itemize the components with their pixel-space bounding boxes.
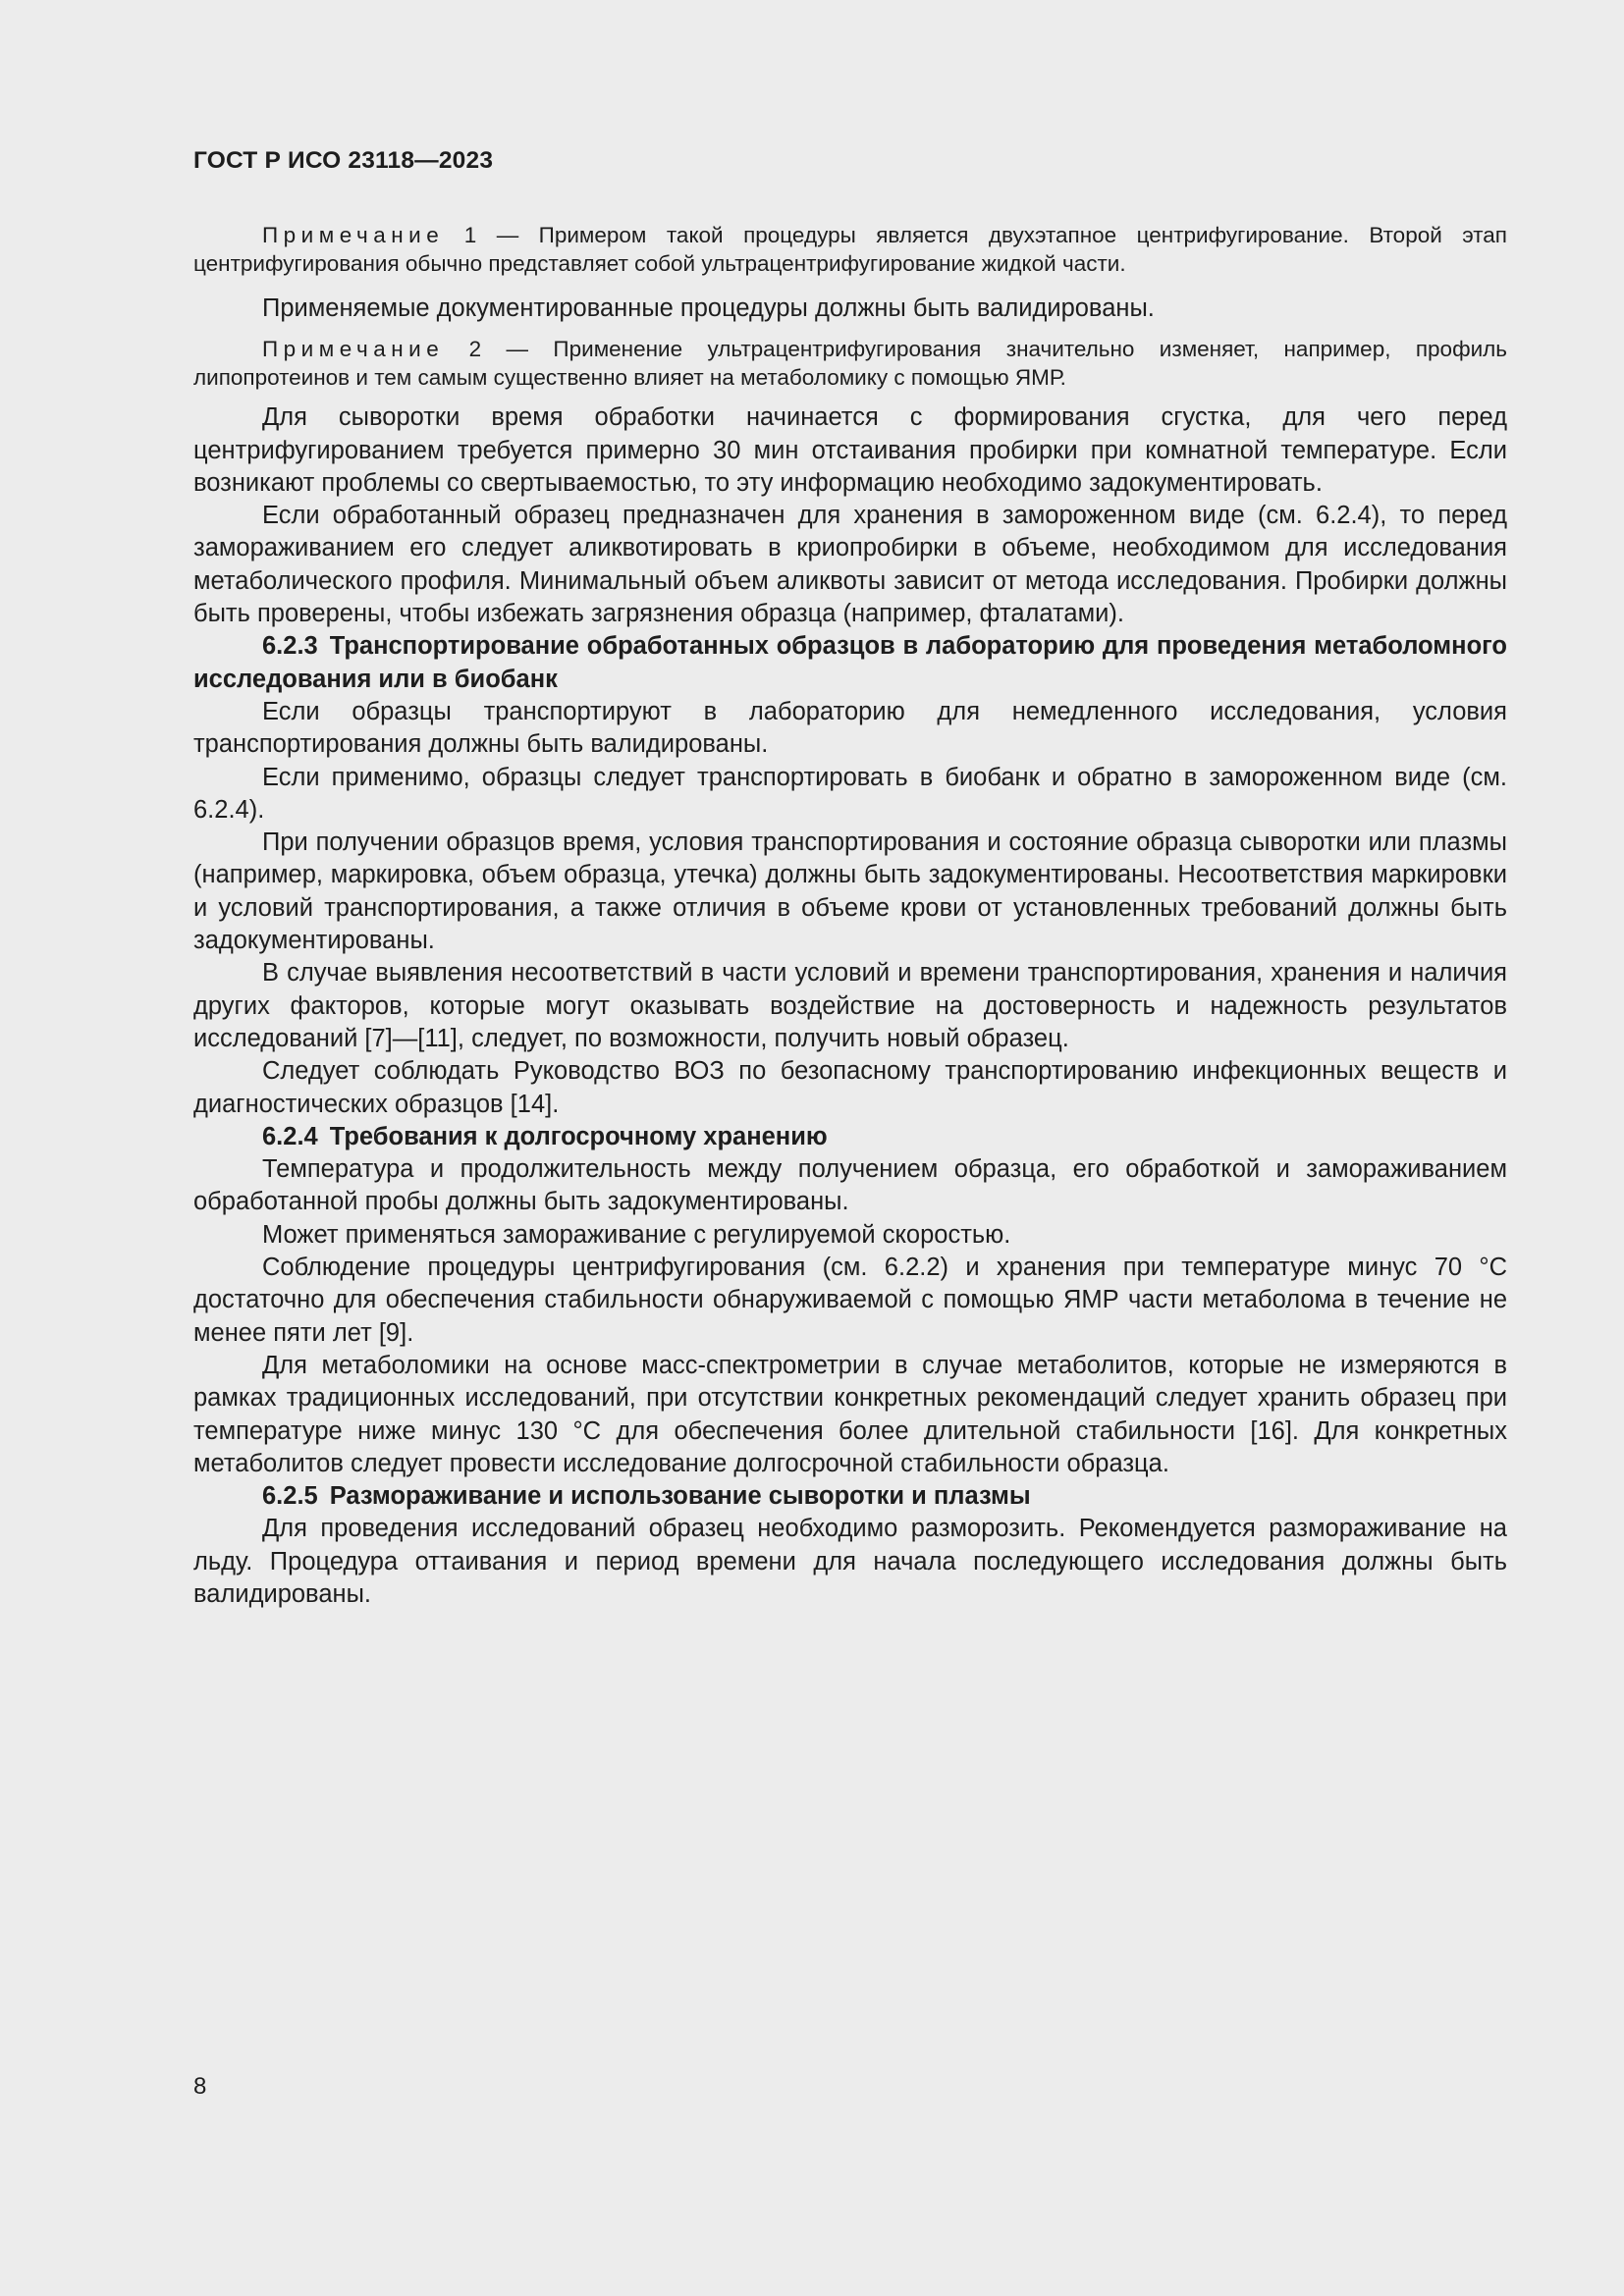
note-label: Примечание [262, 337, 445, 362]
section-number: 6.2.3 [262, 632, 318, 661]
note-2 [193, 335, 1507, 392]
paragraph: Для проведения исследований образец необходимо разморозить. Рекомендуется размораживание на льду. Процедура оттаивания и период времени для начала последующего исследования должны быть валидированы. [193, 1515, 1507, 1608]
note-1 [193, 221, 1507, 278]
section-title: Требования к долгосрочному хранению [329, 1122, 828, 1150]
section-heading-6-2-5 [193, 1480, 1507, 1513]
note-label: Примечание [262, 223, 445, 247]
paragraph: Для метаболомики на основе масс-спектрометрии в случае метаболитов, которые не измеряются в рамках традиционных исследований, при отсутствии конкретных рекомендаций следует хранить образец при температуре ниже минус 130 °C для обеспечения более длительной стабильности [16]. Для конкретных метаболитов следует провести исследование долгосрочной стабильности образца. [193, 1351, 1507, 1477]
section-title: Размораживание и использование сыворотки и плазмы [329, 1482, 1031, 1511]
paragraph: Соблюдение процедуры центрифугирования (см. 6.2.2) и хранения при температуре минус 70 °C достаточно для обеспечения стабильности обнаруживаемой с помощью ЯМР части метаболома в течение не менее пяти лет [9]. [193, 1254, 1507, 1347]
paragraph: В случае выявления несоответствий в части условий и времени транспортирования, хранения и наличия других факторов, которые могут оказывать воздействие на достоверность и надежность результатов исследований [7]—[11], следует, по возможности, получить новый образец. [193, 959, 1507, 1052]
section-title: Транспортирование обработанных образцов в лабораторию для проведения метаболомного исследования или в биобанк [193, 632, 1507, 693]
section-heading-6-2-4 [193, 1121, 1507, 1153]
paragraph: Следует соблюдать Руководство ВОЗ по безопасному транспортированию инфекционных веществ и диагностических образцов [14]. [193, 1057, 1507, 1118]
paragraph: Если применимо, образцы следует транспортировать в биобанк и обратно в замороженном виде (см. 6.2.4). [193, 763, 1507, 824]
document-body [193, 221, 1507, 1611]
paragraph: Может применяться замораживание с регулируемой скоростью. [262, 1220, 1011, 1249]
paragraph: Применяемые документированные процедуры должны быть валидированы. [262, 294, 1155, 322]
page-number: 8 [193, 2073, 207, 2100]
note-text: 2 — Применение ультрацентрифугирования значительно изменяет, например, профиль липопротеинов и тем самым существенно влияет на метаболомику с помощью ЯМР. [193, 337, 1507, 391]
paragraph: При получении образцов время, условия транспортирования и состояние образца сыворотки или плазмы (например, маркировка, объем образца, утечка) должны быть задокументированы. Несоответствия маркировки и условий транспортирования, а также отличия в объеме крови от установленных требований должны быть задокументированы. [193, 828, 1507, 955]
paragraph: Температура и продолжительность между получением образца, его обработкой и замораживанием обработанной пробы должны быть задокументированы. [193, 1155, 1507, 1216]
note-text: 1 — Примером такой процедуры является двухэтапное центрифугирование. Второй этап центрифугирования обычно представляет собой ультрацентрифугирование жидкой части. [193, 223, 1507, 276]
paragraph: Если обработанный образец предназначен для хранения в замороженном виде (см. 6.2.4), то перед замораживанием его следует аликвотировать в криопробирки в объеме, необходимом для исследования метаболического профиля. Минимальный объем аликвоты зависит от метода исследования. Пробирки должны быть проверены, чтобы избежать загрязнения образца (например, фталатами). [193, 502, 1507, 628]
paragraph: Если образцы транспортируют в лабораторию для немедленного исследования, условия транспортирования должны быть валидированы. [193, 697, 1507, 759]
section-number: 6.2.5 [262, 1482, 318, 1511]
page-header: ГОСТ Р ИСО 23118—2023 [193, 147, 494, 174]
section-heading-6-2-3 [193, 630, 1507, 696]
paragraph: Для сыворотки время обработки начинается с формирования сгустка, для чего перед центрифугированием требуется примерно 30 мин отстаивания пробирки при комнатной температуре. Если возникают проблемы со свертываемостью, то эту информацию необходимо задокументировать. [193, 403, 1507, 497]
section-number: 6.2.4 [262, 1122, 318, 1150]
